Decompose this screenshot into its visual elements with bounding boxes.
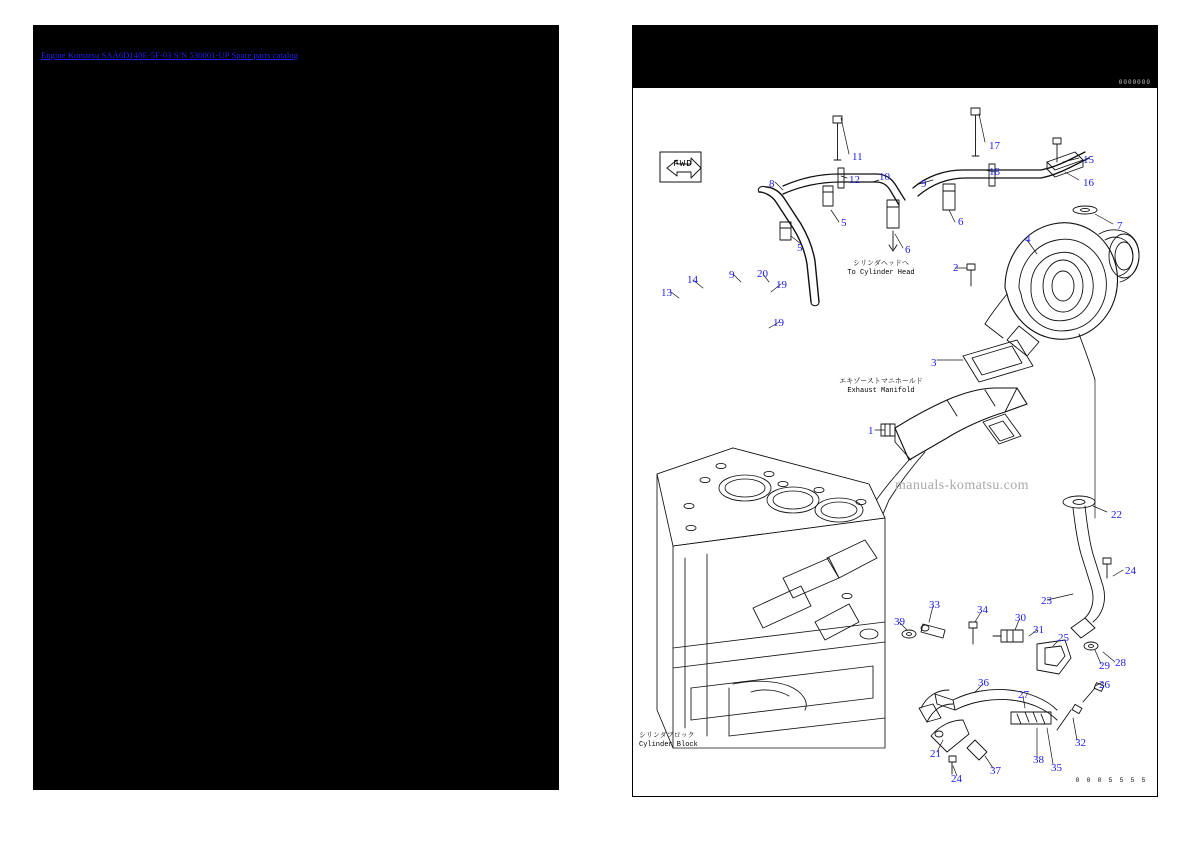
callout-number: 14	[687, 274, 698, 286]
callout-number: 35	[1051, 762, 1062, 774]
callout-number: 38	[1033, 754, 1044, 766]
header-code: 0000000	[1118, 79, 1151, 86]
callout-number: 18	[989, 166, 1000, 178]
callout-number: 16	[1083, 177, 1094, 189]
callout-number: 3	[931, 357, 937, 369]
callout-number: 9	[921, 178, 927, 190]
callout-number: 24	[951, 773, 962, 785]
callout-number: 6	[958, 216, 964, 228]
callout-number: 6	[905, 244, 911, 256]
callout-number: 7	[1117, 220, 1123, 232]
callout-number: 26	[1099, 679, 1110, 691]
label-cylinder-block: シリンダブロック Cylinder Block	[639, 732, 698, 749]
diagram-stage	[633, 88, 1158, 797]
bolt-11	[833, 116, 842, 160]
callout-number: 34	[977, 604, 988, 616]
part-6-right	[943, 184, 955, 210]
callout-number: 19	[773, 317, 784, 329]
parts-diagram-page	[632, 25, 1158, 797]
callout-number: 33	[929, 599, 940, 611]
callout-number: 21	[930, 748, 941, 760]
exhaust-manifold	[859, 388, 1027, 532]
bolt-17	[971, 108, 980, 156]
callout-number: 17	[989, 140, 1000, 152]
cylinder-block	[657, 448, 885, 748]
part-5-left	[780, 222, 791, 240]
callout-number: 5	[841, 217, 847, 229]
callout-number: 30	[1015, 612, 1026, 624]
left-black-page	[33, 25, 559, 790]
callout-number: 11	[852, 151, 863, 163]
callout-number: 13	[661, 287, 672, 299]
callout-number: 31	[1033, 624, 1044, 636]
callout-number: 25	[1058, 632, 1069, 644]
callout-number: 22	[1111, 509, 1122, 521]
callout-number: 12	[849, 174, 860, 186]
catalog-title-link[interactable]: Engine Komatsu SAA6D140E-5F-03 S/N 530001-UP Spare parts catalog	[41, 50, 299, 60]
turbocharger	[985, 220, 1139, 518]
bolt-2	[967, 264, 975, 286]
label-exhaust-manifold: エキゾーストマニホールド Exhaust Manifold	[839, 378, 923, 395]
gasket-3	[963, 340, 1033, 382]
part-6-center	[887, 200, 899, 251]
callout-number: 28	[1115, 657, 1126, 669]
part-5-right	[823, 186, 833, 206]
watermark: manuals-komatsu.com	[895, 478, 1029, 493]
callout-number: 39	[894, 616, 905, 628]
footer-code: 0 0 0 5 5 5 5	[1075, 777, 1147, 784]
callout-number: 27	[1018, 689, 1029, 701]
callout-number: 4	[1025, 233, 1031, 245]
callout-number: 20	[757, 268, 768, 280]
callout-number: 32	[1075, 737, 1086, 749]
callout-number: 29	[1099, 660, 1110, 672]
label-to-cylinder-head: シリンダヘッドへ To Cylinder Head	[847, 260, 915, 277]
callout-number: 15	[1083, 154, 1094, 166]
callout-number: 1	[868, 425, 874, 437]
callout-number: 5	[797, 242, 803, 254]
exploded-parts-drawing	[633, 88, 1158, 797]
callout-number: 2	[953, 262, 959, 274]
page-header-band	[633, 26, 1158, 88]
callout-number: 10	[879, 171, 890, 183]
oil-drain-tube	[1063, 496, 1111, 638]
fwd-label: FWD	[673, 159, 693, 169]
callout-number: 9	[729, 269, 735, 281]
callout-number: 19	[776, 279, 787, 291]
callout-number: 8	[769, 178, 775, 190]
callout-number: 37	[990, 765, 1001, 777]
callout-number: 36	[978, 677, 989, 689]
callout-number: 23	[1041, 595, 1052, 607]
callout-number: 24	[1125, 565, 1136, 577]
washer-7	[1073, 206, 1097, 214]
